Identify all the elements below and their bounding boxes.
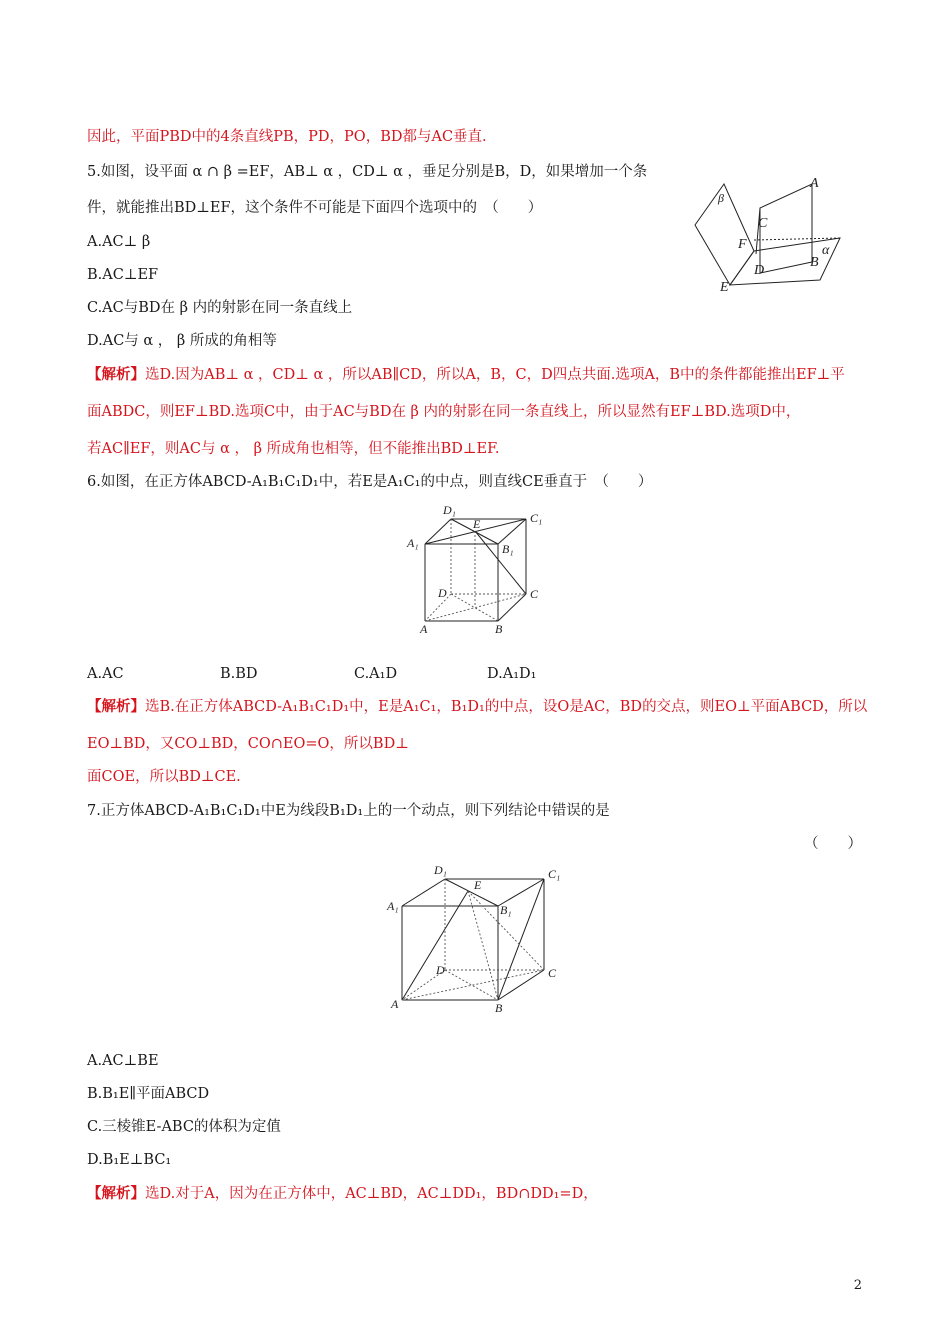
q5-option-d: D.AC与 α ， β 所成的角相等: [87, 333, 277, 349]
label-c: C: [530, 587, 539, 601]
q7-stem: 7.正方体ABCD-A₁B₁C₁D₁中E为线段B₁D₁上的一个动点，则下列结论中错误的是: [87, 803, 610, 819]
q5-planes-figure: [690, 170, 860, 295]
label-d: D: [754, 263, 765, 278]
label-alpha: α: [822, 243, 830, 258]
label-d1: D₁: [434, 863, 447, 877]
q5-answer-line2: 面ABDC，则EF⊥BD.选项C中，由于AC与BD在 β 内的射影在同一条直线上，所以显然有EF⊥BD.选项D中，: [87, 404, 801, 420]
q6-stem: 6.如图，在正方体ABCD-A₁B₁C₁D₁中，若E是A₁C₁的中点，则直线CE垂直于 （ ）: [87, 474, 653, 490]
q6-option-c: C.A₁D: [354, 666, 398, 682]
q5-answer-line1: [87, 365, 845, 385]
label-a: A: [420, 622, 428, 635]
q7-answer-line1: [87, 1184, 598, 1204]
label-a1: A₁: [387, 899, 399, 913]
label-b: B: [810, 255, 819, 270]
q5-stem-line2: 件，就能推出BD⊥EF，这个条件不可能是下面四个选项中的 （ ）: [87, 200, 543, 216]
label-b: B: [495, 1001, 503, 1014]
q6-answer-tag: 【解析】: [87, 698, 145, 715]
q7-option-c: C.三棱锥E-ABC的体积为定值: [87, 1119, 281, 1135]
segment-db: [760, 262, 812, 273]
q5-stem-line1: 5.如图，设平面 α ∩ β =EF，AB⊥ α ，CD⊥ α ，垂足分别是B，D，如果增加一个条: [87, 164, 648, 180]
q7-option-a: A.AC⊥BE: [87, 1053, 159, 1069]
q7-option-d: D.B₁E⊥BC₁: [87, 1152, 172, 1168]
label-c: C: [548, 966, 557, 980]
q6-answer-line2: EO⊥BD，又CO⊥BD，CO∩EO=O，所以BD⊥: [87, 736, 409, 752]
label-d: D: [436, 963, 445, 977]
label-e: E: [720, 280, 729, 295]
q7-answer-bracket: （ ）: [804, 836, 862, 852]
q6-option-d: D.A₁D₁: [487, 666, 537, 682]
label-a: A: [391, 997, 399, 1011]
q6-answer-line1: [87, 697, 867, 717]
label-b: B: [495, 622, 503, 635]
label-e: E: [474, 878, 482, 892]
q5-option-c: C.AC与BD在 β 内的射影在同一条直线上: [87, 300, 353, 316]
label-c: C: [758, 216, 768, 231]
q5-answer-text1: 选D.因为AB⊥ α ，CD⊥ α ，所以AB∥CD，所以A，B，C，D四点共面.选项A，B中的条件都能推出EF⊥平: [145, 367, 845, 383]
q6-options: [87, 664, 536, 684]
q6-answer-line3: 面COE，所以BD⊥CE.: [87, 769, 241, 785]
q7-answer-text1: 选D.对于A，因为在正方体中，AC⊥BD，AC⊥DD₁，BD∩DD₁=D，: [145, 1186, 598, 1202]
q6-option-a: A.AC: [87, 666, 124, 682]
label-b1: B₁: [500, 903, 512, 917]
label-a: A: [810, 176, 819, 191]
q6-answer-text1: 选B.在正方体ABCD-A₁B₁C₁D₁中，E是A₁C₁，B₁D₁的中点，设O是AC，BD的交点，则EO⊥平面ABCD，所以: [145, 699, 868, 715]
q6-cube-figure: [403, 503, 549, 635]
q5-option-a: A.AC⊥ β: [87, 234, 151, 250]
label-f: F: [738, 237, 747, 252]
q7-answer-tag: 【解析】: [87, 1185, 145, 1202]
q7-cube-figure: [386, 862, 564, 1014]
label-b1: B₁: [502, 542, 514, 556]
q5-option-b: B.AC⊥EF: [87, 267, 159, 283]
label-d: D: [438, 586, 447, 600]
q6-option-b: B.BD: [220, 666, 258, 682]
q5-answer-tag: 【解析】: [87, 366, 145, 383]
label-e: E: [473, 517, 481, 531]
page-number: 2: [853, 1278, 862, 1293]
label-beta: β: [718, 191, 724, 205]
label-c1: C₁: [548, 867, 561, 881]
plane-beta: [695, 184, 754, 285]
label-d1: D₁: [443, 503, 456, 517]
label-c1: C₁: [530, 511, 543, 525]
label-a1: A₁: [407, 536, 419, 550]
q7-option-b: B.B₁E∥平面ABCD: [87, 1086, 210, 1102]
prev-answer-line: 因此，平面PBD中的4条直线PB，PD，PO，BD都与AC垂直.: [87, 129, 487, 145]
q5-answer-line3: 若AC∥EF，则AC与 α ， β 所成角也相等，但不能推出BD⊥EF.: [87, 441, 500, 457]
